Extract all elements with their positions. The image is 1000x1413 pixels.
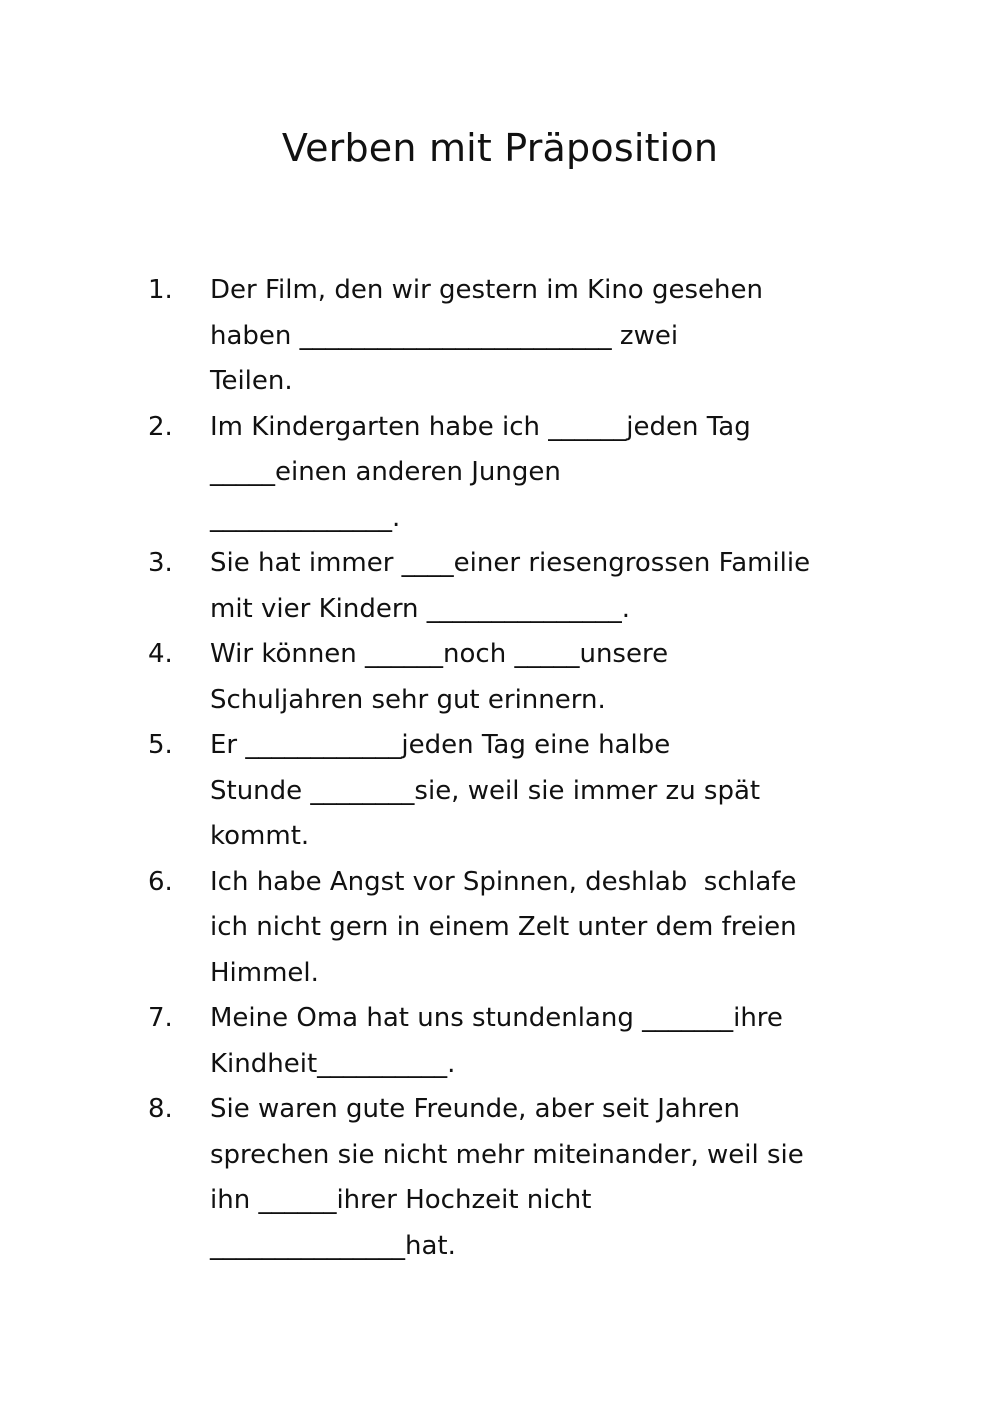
- exercise-item-6: [0, 860, 1000, 997]
- item-number: 5.: [148, 730, 173, 760]
- item-line: mit vier Kindern _______________.: [210, 593, 631, 624]
- item-line: Meine Oma hat uns stundenlang _______ihre: [210, 1003, 783, 1033]
- item-line: kommt.: [210, 821, 310, 851]
- item-number: 7.: [148, 1003, 173, 1033]
- exercise-item-1: [0, 268, 1000, 405]
- exercise-item-7: [0, 996, 1000, 1087]
- exercise-item-5: [0, 723, 1000, 860]
- item-line: Ich habe Angst vor Spinnen, deshlab schlafe: [210, 866, 797, 897]
- exercise-item-2: [0, 405, 1000, 542]
- item-number: 6.: [148, 866, 173, 897]
- item-number: 8.: [148, 1094, 173, 1124]
- worksheet-title: Verben mit Präposition: [281, 126, 719, 170]
- item-number: 3.: [148, 548, 173, 578]
- item-line: ihn ______ihrer Hochzeit nicht: [210, 1185, 592, 1215]
- item-line: ich nicht gern in einem Zelt unter dem freien: [210, 912, 797, 942]
- exercise-item-4: [0, 632, 1000, 723]
- item-number: 4.: [148, 639, 173, 669]
- item-number: 2.: [148, 411, 173, 442]
- item-line: Stunde ________sie, weil sie immer zu spät: [210, 775, 761, 806]
- item-line: ______________.: [210, 502, 401, 533]
- item-line: Teilen.: [210, 366, 293, 396]
- item-line: haben ________________________ zwei: [210, 320, 679, 351]
- exercise-item-8: [0, 1087, 1000, 1269]
- exercise-list: [0, 268, 1000, 1269]
- item-number: 1.: [148, 275, 173, 305]
- item-line: Schuljahren sehr gut erinnern.: [210, 684, 606, 715]
- item-line: Er ____________jeden Tag eine halbe: [210, 730, 671, 760]
- item-line: Kindheit__________.: [210, 1048, 456, 1079]
- item-line: _____einen anderen Jungen: [210, 457, 561, 487]
- item-line: sprechen sie nicht mehr miteinander, weil sie: [210, 1139, 804, 1170]
- item-line: Der Film, den wir gestern im Kino gesehen: [210, 275, 763, 305]
- item-line: Himmel.: [210, 957, 319, 988]
- item-line: Wir können ______noch _____unsere: [210, 639, 669, 669]
- exercise-item-3: [0, 541, 1000, 632]
- item-line: Sie hat immer ____einer riesengrossen Familie: [210, 548, 811, 578]
- item-line: Im Kindergarten habe ich ______jeden Tag: [210, 411, 751, 442]
- item-line: Sie waren gute Freunde, aber seit Jahren: [210, 1094, 740, 1124]
- item-line: _______________hat.: [210, 1230, 456, 1261]
